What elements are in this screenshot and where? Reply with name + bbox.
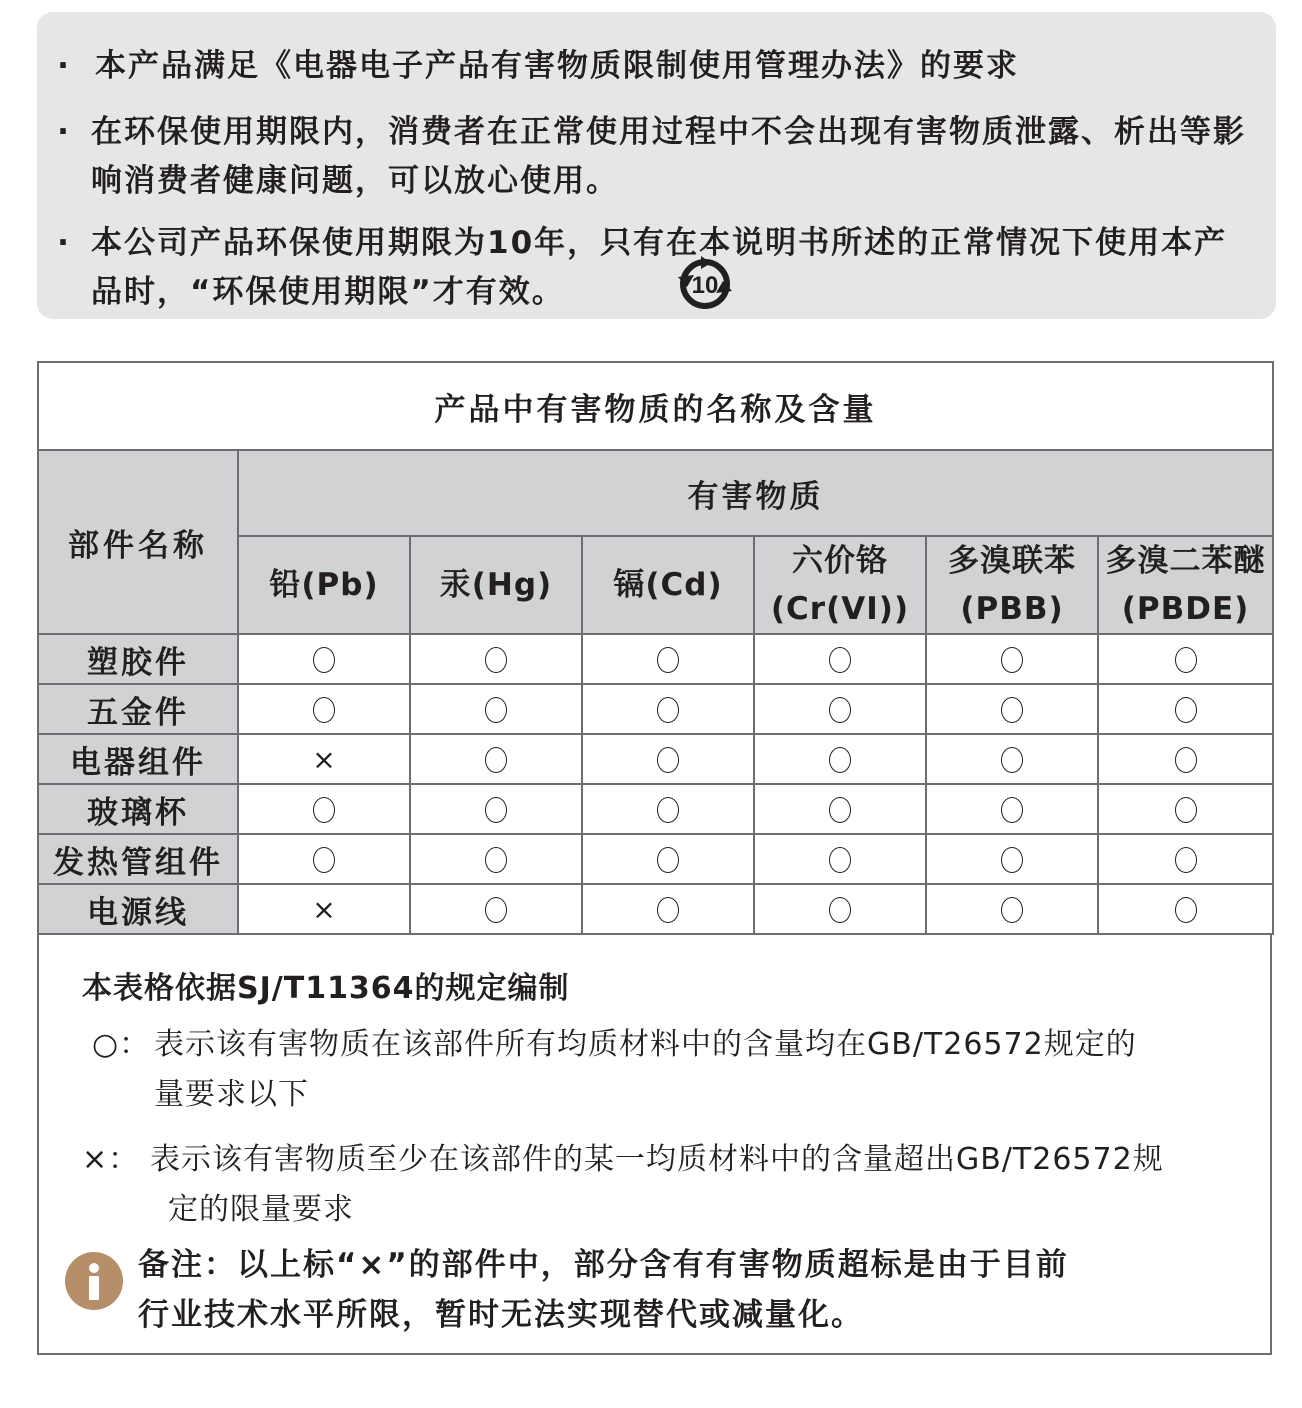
table-row bbox=[38, 834, 1273, 884]
cross-legend-line-2: 定的限量要求 bbox=[168, 1192, 354, 1227]
within-limit-mark bbox=[1001, 647, 1023, 673]
within-limit-mark bbox=[657, 797, 679, 823]
within-limit-mark bbox=[1175, 797, 1197, 823]
within-limit-mark bbox=[313, 647, 335, 673]
within-limit-mark bbox=[1175, 897, 1197, 923]
substance-name: 多溴二苯醚 bbox=[1105, 543, 1266, 579]
substance-name: 多溴联苯 bbox=[948, 543, 1076, 579]
part-name: 电源线 bbox=[38, 884, 238, 934]
part-name: 塑胶件 bbox=[38, 634, 238, 684]
within-limit-mark bbox=[1175, 697, 1197, 723]
substance-symbol: (PBB) bbox=[960, 591, 1064, 627]
exceeds-limit-mark: × bbox=[312, 742, 336, 776]
substance-cell bbox=[238, 734, 410, 784]
remark-line-1: 备注：以上标“×”的部件中，部分含有有害物质超标是由于目前 bbox=[138, 1247, 1069, 1283]
substance-symbol: (PBDE) bbox=[1121, 591, 1250, 627]
substance-cell bbox=[238, 834, 410, 884]
within-limit-mark bbox=[1175, 847, 1197, 873]
substance-cell bbox=[1098, 684, 1273, 734]
within-limit-mark bbox=[1001, 847, 1023, 873]
table-row bbox=[38, 784, 1273, 834]
substance-header bbox=[754, 536, 926, 634]
substance-cell bbox=[582, 684, 754, 734]
substance-cell bbox=[410, 884, 582, 934]
substance-cell bbox=[1098, 734, 1273, 784]
within-limit-mark bbox=[657, 897, 679, 923]
bullet: · bbox=[57, 114, 69, 150]
within-limit-mark bbox=[657, 847, 679, 873]
substance-cell bbox=[926, 834, 1098, 884]
substance-name: 铅(Pb) bbox=[269, 567, 379, 603]
table-body bbox=[38, 634, 1273, 934]
remark-note bbox=[138, 1240, 1198, 1340]
substance-cell bbox=[238, 684, 410, 734]
circle-legend-line-1: 表示该有害物质在该部件所有均质材料中的含量均在GB/T26572规定的 bbox=[154, 1027, 1137, 1062]
substance-cell bbox=[1098, 634, 1273, 684]
notice-text-3: 本公司产品环保使用期限为10年，只有在本说明书所述的正常情况下使用本产品时，“环保使用期限”才有效。 bbox=[91, 225, 1228, 310]
within-limit-mark bbox=[485, 647, 507, 673]
remark-line-2: 行业技术水平所限，暂时无法实现替代或减量化。 bbox=[138, 1297, 864, 1333]
within-limit-mark bbox=[657, 747, 679, 773]
substance-cell bbox=[582, 734, 754, 784]
within-limit-mark bbox=[1001, 897, 1023, 923]
substance-cell bbox=[926, 634, 1098, 684]
substance-header bbox=[410, 536, 582, 634]
cross-legend-symbol: ×： bbox=[82, 1142, 140, 1177]
substance-cell bbox=[410, 784, 582, 834]
within-limit-mark bbox=[1175, 647, 1197, 673]
substance-cell bbox=[410, 634, 582, 684]
table-row bbox=[38, 684, 1273, 734]
within-limit-mark bbox=[829, 697, 851, 723]
notice-text-2: 在环保使用期限内，消费者在正常使用过程中不会出现有害物质泄露、析出等影响消费者健康问题，可以放心使用。 bbox=[91, 114, 1246, 199]
within-limit-mark bbox=[313, 847, 335, 873]
table-title: 产品中有害物质的名称及含量 bbox=[38, 362, 1273, 450]
substance-group-header: 有害物质 bbox=[238, 450, 1273, 536]
substance-cell bbox=[410, 684, 582, 734]
within-limit-mark bbox=[829, 647, 851, 673]
table-basis-note: 本表格依据SJ/T11364的规定编制 bbox=[82, 971, 570, 1006]
substance-cell bbox=[754, 884, 926, 934]
substance-cell bbox=[410, 834, 582, 884]
substance-cell bbox=[1098, 784, 1273, 834]
substance-header bbox=[582, 536, 754, 634]
notice-text-1: 本产品满足《电器电子产品有害物质限制使用管理办法》的要求 bbox=[95, 48, 1019, 84]
exceeds-limit-mark: × bbox=[312, 892, 336, 926]
within-limit-mark bbox=[485, 697, 507, 723]
bullet: · bbox=[57, 48, 69, 84]
within-limit-mark bbox=[657, 647, 679, 673]
substance-cell bbox=[926, 784, 1098, 834]
within-limit-mark bbox=[1001, 797, 1023, 823]
part-name: 五金件 bbox=[38, 684, 238, 734]
substance-cell bbox=[582, 884, 754, 934]
substance-cell bbox=[926, 684, 1098, 734]
within-limit-mark bbox=[485, 897, 507, 923]
substance-cell bbox=[1098, 834, 1273, 884]
within-limit-mark bbox=[313, 797, 335, 823]
within-limit-mark bbox=[1001, 697, 1023, 723]
substance-cell bbox=[238, 784, 410, 834]
table-row bbox=[38, 884, 1273, 934]
within-limit-mark bbox=[313, 697, 335, 723]
bullet: · bbox=[57, 225, 69, 261]
substance-cell bbox=[1098, 884, 1273, 934]
within-limit-mark bbox=[829, 797, 851, 823]
within-limit-mark bbox=[485, 747, 507, 773]
substance-cell bbox=[410, 734, 582, 784]
substance-name: 汞(Hg) bbox=[439, 567, 553, 603]
part-name: 玻璃杯 bbox=[38, 784, 238, 834]
circle-legend-symbol: ○： bbox=[92, 1027, 151, 1062]
substance-cell bbox=[754, 734, 926, 784]
within-limit-mark bbox=[485, 797, 507, 823]
substance-cell bbox=[238, 884, 410, 934]
substance-header bbox=[238, 536, 410, 634]
table-row bbox=[38, 734, 1273, 784]
within-limit-mark bbox=[1175, 747, 1197, 773]
cross-legend-text bbox=[150, 1135, 1268, 1235]
circle-legend-text bbox=[154, 1020, 1244, 1120]
within-limit-mark bbox=[829, 897, 851, 923]
part-name: 发热管组件 bbox=[38, 834, 238, 884]
substance-cell bbox=[926, 884, 1098, 934]
substance-cell bbox=[754, 834, 926, 884]
within-limit-mark bbox=[829, 747, 851, 773]
substance-cell bbox=[754, 784, 926, 834]
substance-cell bbox=[754, 634, 926, 684]
hazardous-substance-table bbox=[37, 361, 1274, 935]
substance-cell bbox=[582, 784, 754, 834]
substance-name: 镉(Cd) bbox=[613, 567, 723, 603]
eco-period-number: 10 bbox=[691, 272, 719, 299]
part-name-header: 部件名称 bbox=[38, 450, 238, 634]
substance-header bbox=[926, 536, 1098, 634]
info-icon bbox=[64, 1251, 124, 1311]
within-limit-mark bbox=[657, 697, 679, 723]
within-limit-mark bbox=[829, 847, 851, 873]
substance-cell bbox=[582, 834, 754, 884]
substance-cell bbox=[582, 634, 754, 684]
cross-legend-line-1: 表示该有害物质至少在该部件的某一均质材料中的含量超出GB/T26572规 bbox=[150, 1142, 1164, 1177]
substance-name: 六价铬 bbox=[792, 543, 888, 579]
circle-legend-line-2: 量要求以下 bbox=[154, 1077, 309, 1112]
substance-cell bbox=[926, 734, 1098, 784]
table-row bbox=[38, 634, 1273, 684]
within-limit-mark bbox=[1001, 747, 1023, 773]
within-limit-mark bbox=[485, 847, 507, 873]
part-name: 电器组件 bbox=[38, 734, 238, 784]
substance-cell bbox=[238, 634, 410, 684]
substance-header bbox=[1098, 536, 1273, 634]
eco-period-10-icon bbox=[674, 253, 736, 315]
rohs-notice-box bbox=[37, 12, 1276, 319]
substance-symbol: (Cr(VI)) bbox=[770, 591, 910, 627]
substance-cell bbox=[754, 684, 926, 734]
